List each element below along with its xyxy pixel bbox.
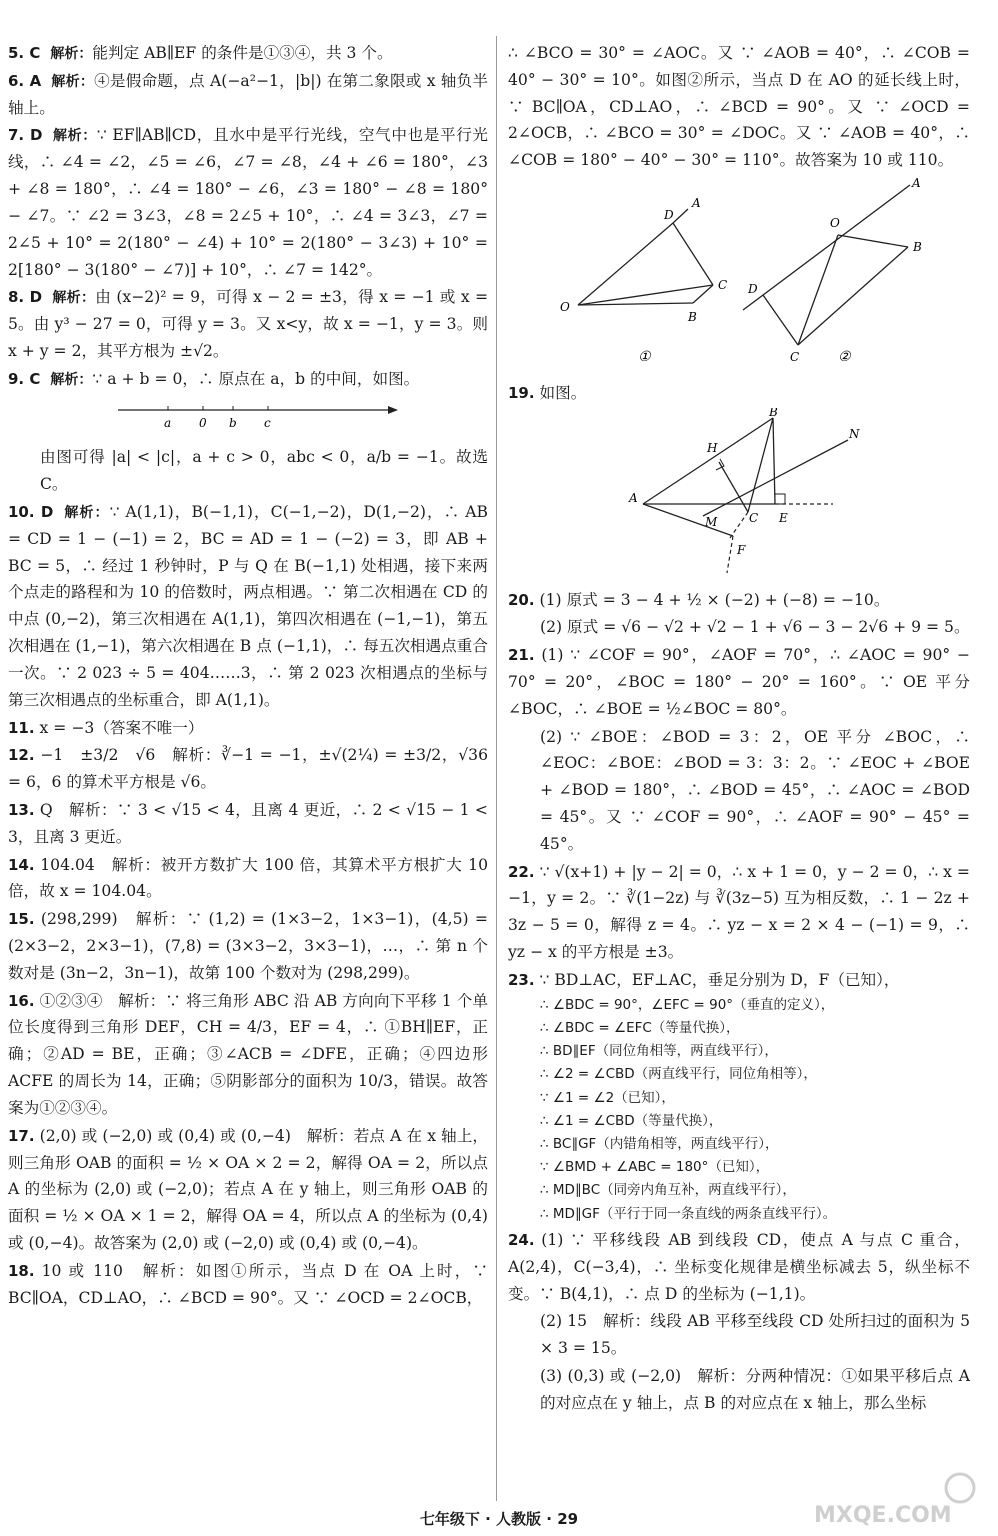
answer-6: 6. A 解析：④是假命题，点 A(−a²−1，|b|) 在第二象限或 x 轴负半轴上。 [8,71,488,117]
answer-18-continued: ∴ ∠BCO = 30° = ∠AOC。又 ∵ ∠AOB = 40°，∴ ∠COB = 40° − 30° = 10°。如图②所示，当点 D 在 AO 的延长线上时，∵ BC∥OA，CD⊥AO，∴ ∠BCD = 90°。又 ∵ ∠OCD = 2∠OCB，∴ ∠BCO = 30° = ∠DOC。又 ∵ ∠AOB = 40°，∴ ∠COB = 180° − 40° − 30° = 110°。故答案为 10 或 110。 [508,44,970,170]
axis-label-0: 0 [199,415,207,430]
proof-line: ∴ ∠BDC = ∠EFC（等量代换）， [540,1019,740,1036]
answer-24-part2: (2) 15 解析：线段 AB 平移至线段 CD 处所扫过的面积为 5 × 3 = 15。 [540,1312,970,1358]
proof-line: ∴ ∠2 = ∠CBD（两直线平行，同位角相等）， [540,1066,817,1083]
proof-line: ∴ BC∥GF（内错角相等，两直线平行）， [540,1136,779,1152]
figure-18-1 [560,196,727,365]
answer-5: 5. C 解析：能判定 AB∥EF 的条件是①③④，共 3 个。 [8,44,393,62]
fig19-label-C: C [749,510,759,525]
proof-line: ∴ ∠1 = ∠CBD（等量代换）， [540,1112,723,1129]
answer-19: 19. 如图。 [508,383,587,402]
fig19-label-B: B [769,407,778,419]
fig1-label-A: A [692,196,701,211]
answer-7: 7. D 解析：∵ EF∥AB∥CD，且水中是平行光线，空气中也是平行光线，∴ ∠4 = ∠2，∠5 = ∠6，∠7 = ∠8，∠4 + ∠6 = 180°，∠3 + ∠8 = 180°，∴ ∠4 = 180° − ∠6，∠3 = 180° − ∠8 = 180° − ∠7。∵ ∠2 = 3∠3，∠8 = 2∠5 + 10°，∴ ∠4 = 3∠3，∠7 = 2∠5 + 10° = 2(180° − ∠4) + 10° = 2(180° − 3∠3) + 10° = 2[180° − 3(180° − ∠7)] + 10°，∴ ∠7 = 142°。 [8,126,489,279]
proof-line: ∴ MD∥GF（平行于同一条直线的两条直线平行）。 [540,1205,837,1222]
fig1-caption: ① [638,349,651,366]
proof-line: ∴ ∠BDC = 90°，∠EFC = 90°（垂直的定义）， [540,996,835,1013]
fig19-label-M: M [705,514,718,529]
fig1-label-D: D [664,208,674,223]
fig2-label-A: A [912,176,921,191]
answer-18: 18. 10 或 110 解析：如图①所示，当点 D 在 OA 上时，∵ BC∥OA，CD⊥AO，∴ ∠BCD = 90°。又 ∵ ∠OCD = 2∠OCB， [8,1261,488,1307]
answer-11: 11. x = −3（答案不唯一） [8,718,204,737]
proof-line: ∴ MD∥BC（同旁内角互补，两直线平行）， [540,1182,796,1199]
answer-12: 12. −1 ±3/2 √6 解析：∛−1 = −1，±√(2¼) = ±3/2，√36 = 6，6 的算术平方根是 √6。 [8,746,488,792]
proof-line: ∵ ∠1 = ∠2（已知）， [540,1089,675,1106]
fig2-caption: ② [838,349,851,366]
answer-24-part3: (3) (0,3) 或 (−2,0) 解析：分两种情况：①如果平移后点 A 的对应点在 y 轴上，点 B 的对应点在 x 轴上，那么坐标 [540,1366,970,1412]
figure-18 [538,175,958,371]
fig2-label-D: D [748,282,758,297]
column-divider [496,36,497,1501]
answer-24-part1: 24. (1) ∵ 平移线段 AB 到线段 CD，使点 A 与点 C 重合，A(2,4)，C(−3,4)，∴ 坐标变化规律是横坐标减去 5，纵坐标不变。∵ B(4,1)，∴ 点 D 的坐标为 (−1,1)。 [508,1230,970,1303]
answer-14: 14. 104.04 解析：被开方数扩大 100 倍，其算术平方根扩大 10 倍，故 x = 104.04。 [8,855,488,901]
answer-23: 23. ∵ BD⊥AC，EF⊥AC，垂足分别为 D，F（已知）， ∴ ∠BDC = 90°，∠EFC = 90°（垂直的定义）， ∴ ∠BDC = ∠EFC（等量代换）， ∴ BD∥EF（同位角相等，两直线平行）， ∴ ∠2 = ∠CBD（两直线平行，同位角相等）， ∵ ∠1 = ∠2（已知）， ∴ ∠1 = ∠CBD（等量代换）， ∴ BC∥GF（内错角相等，两直线平行）， ∵ ∠BMD + ∠ABC = 180°（已知）， ∴ MD∥BC（同旁内角互补，两直线平行）， ∴ MD∥GF（平行于同一条直线的两条直线平行）。 [508,967,970,1226]
answer-9: 9. C 解析：∵ a + b = 0，∴ 原点在 a，b 的中间，如图。 [8,369,420,388]
left-column [8,40,488,1312]
fig1-label-O: O [560,300,570,315]
answer-9-conclusion: 由图可得 |a| < |c|，a + c > 0，abc < 0，a/b = −1。故选 C。 [40,448,488,494]
axis-label-b: b [229,415,237,430]
fig19-label-E: E [779,510,788,525]
answer-8: 8. D 解析：由 (x−2)² = 9，可得 x − 2 = ±3，得 x = −1 或 x = 5。由 y³ − 27 = 0，可得 y = 3。又 x<y，故 x = −1，y = 3。则 x + y = 2，其平方根为 ±√2。 [8,288,489,360]
answer-21-part2: (2) ∵ ∠BOE：∠BOD = 3：2，OE 平分 ∠BOC，∴ ∠EOC：∠BOE：∠BOD = 3：3：2。∵ ∠EOC + ∠BOE + ∠BOD = 180°，∴ ∠BOD = 45°，∴ ∠AOC = ∠BOD = 45°。又 ∵ ∠COF = 90°，∴ ∠AOF = 90° − 45° = 45°。 [540,727,970,853]
axis-label-a: a [164,415,172,430]
answer-15: 15. (298,299) 解析：∵ (1,2) = (1×3−2，1×3−1)，(4,5) = (2×3−2，2×3−1)，(7,8) = (3×3−2，3×3−1)，…，∴ 第 n 个数对是 (3n−2，3n−1)，故第 100 个数对为 (298,299)。 [8,910,488,982]
axis-label-c: c [264,415,271,430]
fig1-label-C: C [718,278,728,293]
answer-20-part1: 20. (1) 原式 = 3 − 4 + ½ × (−2) + (−8) = −10。 [508,590,890,609]
fig19-label-H: H [707,440,718,455]
fig19-label-N: N [849,426,860,441]
answer-16: 16. ①②③④ 解析：∵ 将三角形 ABC 沿 AB 方向向下平移 1 个单位长度得到三角形 DEF，CH = 4/3，EF = 4，∴ ①BH∥EF，正确；②AD = BE，正确；③∠ACB = ∠DFE，正确；④四边形 ACFE 的周长为 14，正确；⑤阴影部分的面积为 10/3，错误。故答案为①②③④。 [8,991,488,1117]
watermark-logo [810,1470,980,1528]
answer-17: 17. (2,0) 或 (−2,0) 或 (0,4) 或 (0,−4) 解析：若点 A 在 x 轴上，则三角形 OAB 的面积 = ½ × OA × 2 = 2，解得 OA = 2，所以点 A 的坐标为 (2,0) 或 (−2,0)；若点 A 在 y 轴上，则三角形 OAB 的面积 = ½ × OA × 1 = 2，解得 OA = 4，所以点 A 的坐标为 (0,4) 或 (0,−4)。故答案为 (2,0) 或 (−2,0) 或 (0,4) 或 (0,−4)。 [8,1126,488,1252]
page-footer: 七年级下 · 人教版 · 29 [419,1510,579,1528]
answer-21-part1: 21. (1) ∵ ∠COF = 90°，∠AOF = 70°，∴ ∠AOC = 90° − 70° = 20°，∠BOC = 180° − 20° = 160°。∵ OE 平分 ∠BOC，∴ ∠BOE = ½∠BOC = 80°。 [508,646,970,718]
fig19-label-A: A [629,490,638,505]
answer-13: 13. Q 解析：∵ 3 < √15 < 4，且离 4 更近，∴ 2 < √15 − 1 < 3，且离 3 更近。 [8,800,488,846]
fig2-label-C: C [790,350,800,365]
fig2-label-B: B [913,240,922,255]
proof-line: ∵ ∠BMD + ∠ABC = 180°（已知）， [540,1159,770,1176]
number-line-figure [118,398,398,432]
answer-22: 22. ∵ √(x+1) + |y − 2| = 0，∴ x + 1 = 0，y − 2 = 0，∴ x = −1，y = 2。∵ ∛(1−2z) 与 ∛(3z−5) 互为相反数，∴ 1 − 2z + 3z − 5 = 0，解得 z = 4。∴ yz − x = 2 × 4 − (−1) = 9，∴ yz − x 的平方根是 ±3。 [508,862,970,962]
fig19-label-F: F [737,542,746,557]
answer-20-part2: (2) 原式 = √6 − √2 + √2 − 1 + √6 − 3 − 2√6 + 9 = 5。 [540,618,970,637]
fig1-label-B: B [688,310,697,325]
figure-18-2 [743,176,922,365]
proof-line: ∴ BD∥EF（同位角相等，两直线平行）， [540,1043,778,1060]
fig2-label-O: O [830,216,840,231]
answer-10: 10. D 解析：∵ A(1,1)，B(−1,1)，C(−1,−2)，D(1,−2)，∴ AB = CD = 1 − (−1) = 2，BC = AD = 1 − (−2) = 3，即 AB + BC = 5，∴ 经过 1 秒钟时，P 与 Q 在 B(−1,1) 处相遇，接下来两个点走的路程和为 10 的倍数时，两点相遇。∵ 第二次相遇在 CD 的中点 (0,−2)，第三次相遇在 A(1,1)，第四次相遇在 (−1,−1)，第五次相遇在 (1,−1)，第六次相遇在 B 点 (−1,1)，∴ 每五次相遇点重合一次。∵ 2 023 ÷ 5 = 404……3，∴ 第 2 023 次相遇点的坐标与第三次相遇点的坐标重合，即 A(1,1)。 [8,503,488,709]
figure-19 [623,408,883,578]
watermark-text: MXQE.COM [814,1503,952,1528]
right-column [508,40,970,1418]
